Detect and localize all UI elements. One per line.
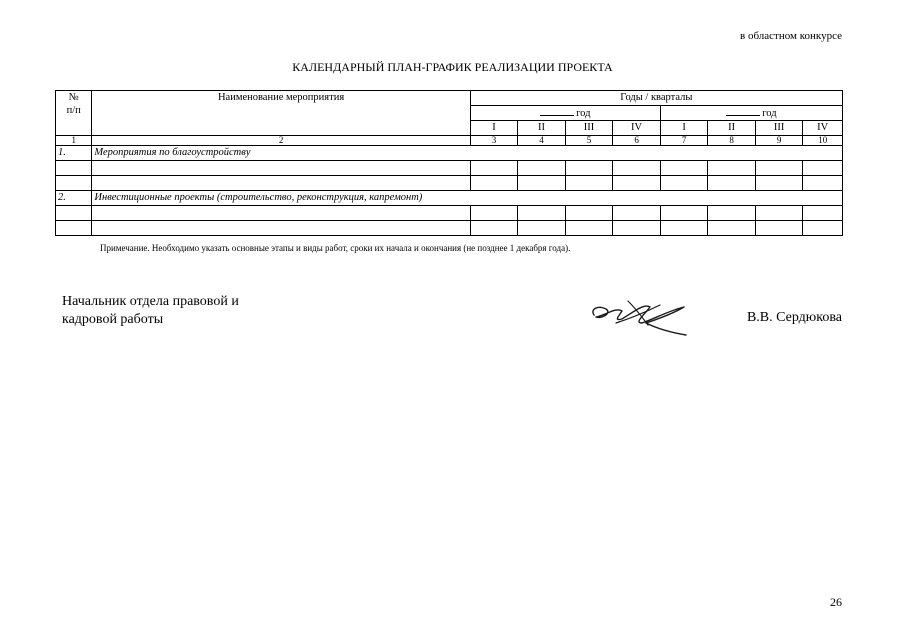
quarter-header: II xyxy=(518,121,566,136)
table-row xyxy=(56,206,843,221)
quarter-header: I xyxy=(470,121,518,136)
column-number: 3 xyxy=(470,136,518,146)
section-row xyxy=(56,191,843,206)
section-title: Инвестиционные проекты (строительство, реконструкция, капремонт) xyxy=(92,191,843,206)
table-row xyxy=(56,176,843,191)
quarter-header: III xyxy=(755,121,803,136)
column-number: 10 xyxy=(803,136,843,146)
quarter-header: III xyxy=(565,121,613,136)
section-number: 1. xyxy=(56,146,92,161)
page-title: КАЛЕНДАРНЫЙ ПЛАН-ГРАФИК РЕАЛИЗАЦИИ ПРОЕКТА xyxy=(292,60,613,74)
year-1-header xyxy=(470,106,660,121)
table-row xyxy=(56,221,843,236)
year-1-blank xyxy=(540,106,574,116)
column-numbers-row xyxy=(56,136,843,146)
column-number: 5 xyxy=(565,136,613,146)
column-number: 4 xyxy=(518,136,566,146)
col-years-header: Годы / кварталы xyxy=(470,91,842,106)
col-name-header: Наименование мероприятия xyxy=(92,91,470,136)
section-title: Мероприятия по благоустройству xyxy=(92,146,843,161)
column-number: 9 xyxy=(755,136,803,146)
col-number-header: № п/п xyxy=(56,91,92,136)
handwritten-signature xyxy=(588,293,693,338)
page-number: 26 xyxy=(830,595,842,609)
signatory-position: Начальник отдела правовой и кадровой работы xyxy=(62,294,239,327)
signatory-name: В.В. Сердюкова xyxy=(746,310,842,325)
column-number: 2 xyxy=(92,136,470,146)
quarter-header: IV xyxy=(613,121,661,136)
quarter-header: II xyxy=(708,121,756,136)
header-row-1 xyxy=(56,91,843,106)
quarter-header: I xyxy=(660,121,708,136)
header-note: в областном конкурсе xyxy=(740,30,842,42)
year-1-label: год xyxy=(576,108,591,119)
table-row xyxy=(56,161,843,176)
section-number: 2. xyxy=(56,191,92,206)
section-row xyxy=(56,146,843,161)
column-number: 7 xyxy=(660,136,708,146)
column-number: 8 xyxy=(708,136,756,146)
schedule-table xyxy=(55,90,843,236)
year-2-blank xyxy=(726,106,760,116)
year-2-header xyxy=(660,106,842,121)
column-number: 1 xyxy=(56,136,92,146)
quarter-header: IV xyxy=(803,121,843,136)
table-note: Примечание. Необходимо указать основные этапы и виды работ, сроки их начала и окончания (не позднее 1 декабря года). xyxy=(100,243,571,253)
year-2-label: год xyxy=(762,108,777,119)
column-number: 6 xyxy=(613,136,661,146)
